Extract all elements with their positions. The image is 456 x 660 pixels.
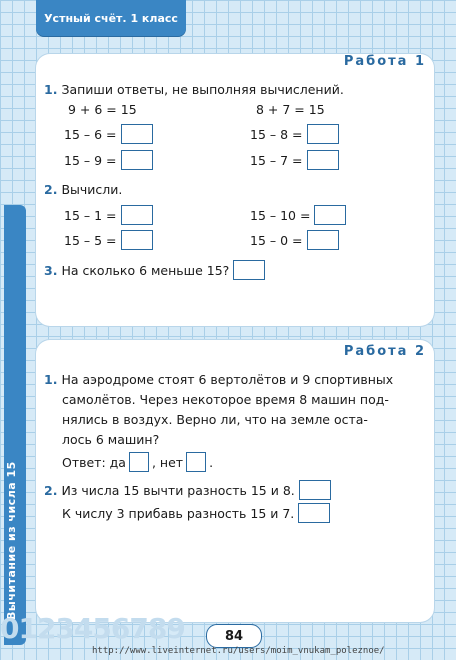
work2-task1-line4: лось 6 машин? [62, 432, 160, 447]
work1-task1: 1. Запиши ответы, не выполняя вычислений. [44, 82, 344, 97]
work2-task1-line1: 1. На аэродроме стоят 6 вертолётов и 9 спортивных [44, 372, 394, 387]
work2-card [36, 340, 434, 622]
expr-row2-left: 15 – 6 = [64, 124, 153, 144]
watermark-url: http://www.liveinternet.ru/users/moim_vnukam_poleznoe/ [92, 646, 385, 656]
expr-row3-right: 15 – 7 = [250, 150, 339, 170]
answer-box[interactable] [121, 124, 153, 144]
work2-task1-line3: нялись в воздух. Верно ли, что на земле оста- [62, 412, 368, 427]
work2-task2-line1: 2. Из числа 15 вычти разность 15 и 8. [44, 480, 331, 500]
answer-box[interactable] [307, 124, 339, 144]
side-label: Вычитание из числа 15 [5, 461, 18, 620]
answer-box[interactable] [314, 205, 346, 225]
page-number: 84 [206, 624, 262, 648]
expr-row1-left: 9 + 6 = 15 [68, 102, 137, 117]
yes-checkbox[interactable] [129, 452, 149, 472]
expr-row3-left: 15 – 9 = [64, 150, 153, 170]
expr-row2-right: 15 – 8 = [250, 124, 339, 144]
expr-row4-left: 15 – 1 = [64, 205, 153, 225]
work1-task3: 3. На сколько 6 меньше 15? [44, 260, 265, 280]
work1-task2: 2. Вычисли. [44, 182, 123, 197]
no-checkbox[interactable] [186, 452, 206, 472]
answer-box[interactable] [233, 260, 265, 280]
expr-row1-right: 8 + 7 = 15 [256, 102, 325, 117]
answer-box[interactable] [121, 230, 153, 250]
work2-title: Работа 2 [343, 344, 426, 359]
answer-box[interactable] [121, 205, 153, 225]
expr-row5-left: 15 – 5 = [64, 230, 153, 250]
work1-card [36, 54, 434, 326]
expr-row5-right: 15 – 0 = [250, 230, 339, 250]
answer-box[interactable] [298, 503, 330, 523]
answer-box[interactable] [307, 230, 339, 250]
work1-title: Работа 1 [343, 54, 426, 69]
work2-answer-row: Ответ: да , нет . [62, 452, 213, 472]
answer-box[interactable] [299, 480, 331, 500]
decorative-digits: 0123456789 [0, 612, 185, 645]
work2-task2-line2: К числу 3 прибавь разность 15 и 7. [62, 503, 330, 523]
expr-row4-right: 15 – 10 = [250, 205, 346, 225]
answer-box[interactable] [121, 150, 153, 170]
header-title: Устный счёт. 1 класс [36, 0, 186, 36]
answer-box[interactable] [307, 150, 339, 170]
work2-task1-line2: самолётов. Через некоторое время 8 машин под- [62, 392, 389, 407]
